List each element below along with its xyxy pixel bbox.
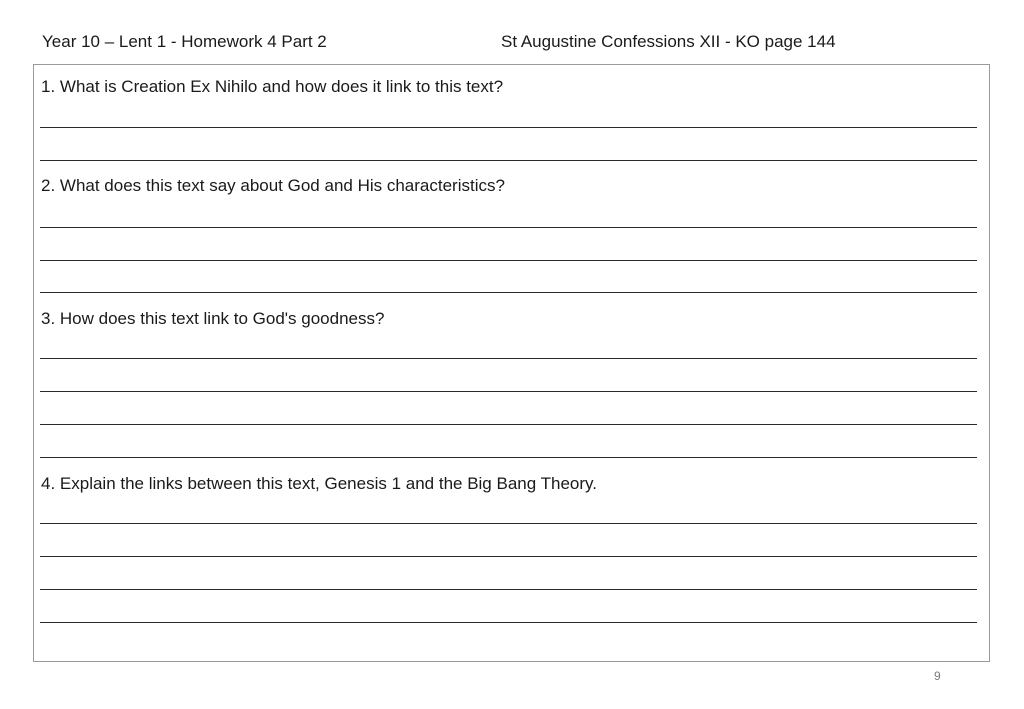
question-4: 4. Explain the links between this text, Genesis 1 and the Big Bang Theory. xyxy=(41,474,597,493)
worksheet-header-left: Year 10 – Lent 1 - Homework 4 Part 2 xyxy=(42,32,327,51)
answer-line[interactable] xyxy=(40,127,977,128)
answer-line[interactable] xyxy=(40,556,977,557)
answer-line[interactable] xyxy=(40,523,977,524)
answer-line[interactable] xyxy=(40,622,977,623)
question-3: 3. How does this text link to God's goodness? xyxy=(41,309,385,328)
page-number: 9 xyxy=(934,669,941,683)
answer-line[interactable] xyxy=(40,391,977,392)
question-2: 2. What does this text say about God and His characteristics? xyxy=(41,176,505,195)
answer-line[interactable] xyxy=(40,227,977,228)
question-1: 1. What is Creation Ex Nihilo and how does it link to this text? xyxy=(41,77,504,96)
answer-line[interactable] xyxy=(40,160,977,161)
answer-line[interactable] xyxy=(40,457,977,458)
answer-line[interactable] xyxy=(40,260,977,261)
worksheet-box xyxy=(33,64,990,662)
answer-line[interactable] xyxy=(40,589,977,590)
answer-line[interactable] xyxy=(40,358,977,359)
answer-line[interactable] xyxy=(40,292,977,293)
worksheet-header-right: St Augustine Confessions XII - KO page 144 xyxy=(501,32,836,51)
answer-line[interactable] xyxy=(40,424,977,425)
